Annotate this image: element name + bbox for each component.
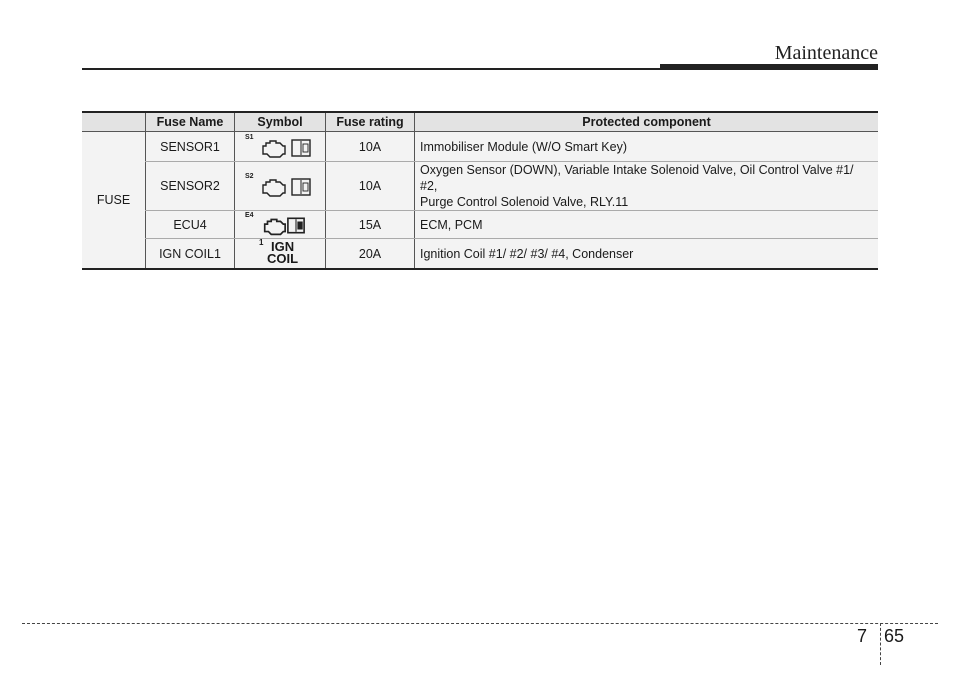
symbol-text: IGN bbox=[270, 238, 295, 254]
fuse-name: IGN COIL1 bbox=[146, 239, 235, 270]
footer-rule bbox=[22, 623, 938, 624]
fuse-group-label: FUSE bbox=[82, 132, 146, 270]
symbol-code: E4 bbox=[245, 211, 254, 219]
symbol-text: COIL bbox=[267, 250, 299, 266]
footer-divider bbox=[880, 623, 881, 665]
protected-component bbox=[415, 132, 879, 162]
protected-component bbox=[415, 211, 879, 239]
fuse-name: SENSOR2 bbox=[146, 162, 235, 211]
header-fuse-rating: Fuse rating bbox=[326, 112, 415, 132]
component-line: Ignition Coil #1/ #2/ #3/ #4, Condenser bbox=[420, 246, 634, 261]
fuse-rating: 15A bbox=[326, 211, 415, 239]
header-symbol: Symbol bbox=[235, 112, 326, 132]
fuse-name: SENSOR1 bbox=[146, 132, 235, 162]
header-fuse-name: Fuse Name bbox=[146, 112, 235, 132]
component-line: Oxygen Sensor (DOWN), Variable Intake Solenoid Valve, Oil Control Valve #1/ #2, bbox=[420, 163, 854, 193]
fuse-rating: 20A bbox=[326, 239, 415, 270]
protected-component bbox=[415, 239, 879, 270]
engine-icon bbox=[259, 177, 287, 197]
table-row bbox=[82, 239, 878, 270]
component-line: Immobiliser Module (W/O Smart Key) bbox=[420, 139, 627, 154]
ign-coil-symbol bbox=[267, 238, 299, 266]
manual-book-icon bbox=[291, 139, 311, 157]
fuse-rating: 10A bbox=[326, 162, 415, 211]
symbol-code: 1 bbox=[259, 237, 264, 247]
fuse-symbol bbox=[235, 211, 326, 239]
fuse-table bbox=[82, 111, 878, 270]
symbol-code: S2 bbox=[245, 173, 254, 180]
header-rule bbox=[82, 68, 662, 70]
protected-component bbox=[415, 162, 879, 211]
manual-book-icon bbox=[291, 178, 311, 196]
engine-icon bbox=[259, 138, 287, 158]
engine-icon bbox=[261, 216, 287, 236]
fuse-name: ECU4 bbox=[146, 211, 235, 239]
table-row bbox=[82, 132, 878, 162]
manual-book-icon bbox=[287, 217, 305, 234]
fuse-symbol bbox=[235, 239, 326, 270]
fuse-rating: 10A bbox=[326, 132, 415, 162]
header-protected-component: Protected component bbox=[415, 112, 879, 132]
symbol-code: S1 bbox=[245, 133, 254, 141]
chapter-number: 7 bbox=[857, 626, 868, 646]
header-cell-blank bbox=[82, 112, 146, 132]
fuse-symbol bbox=[235, 162, 326, 211]
header-rule-accent bbox=[660, 64, 878, 70]
section-title: Maintenance bbox=[774, 42, 878, 64]
fuse-symbol bbox=[235, 132, 326, 162]
table-row bbox=[82, 162, 878, 211]
component-line: ECM, PCM bbox=[420, 217, 483, 232]
table-header-row bbox=[82, 112, 878, 132]
page-number: 65 bbox=[884, 626, 905, 646]
table-row bbox=[82, 211, 878, 239]
component-line: Purge Control Solenoid Valve, RLY.11 bbox=[420, 195, 629, 209]
